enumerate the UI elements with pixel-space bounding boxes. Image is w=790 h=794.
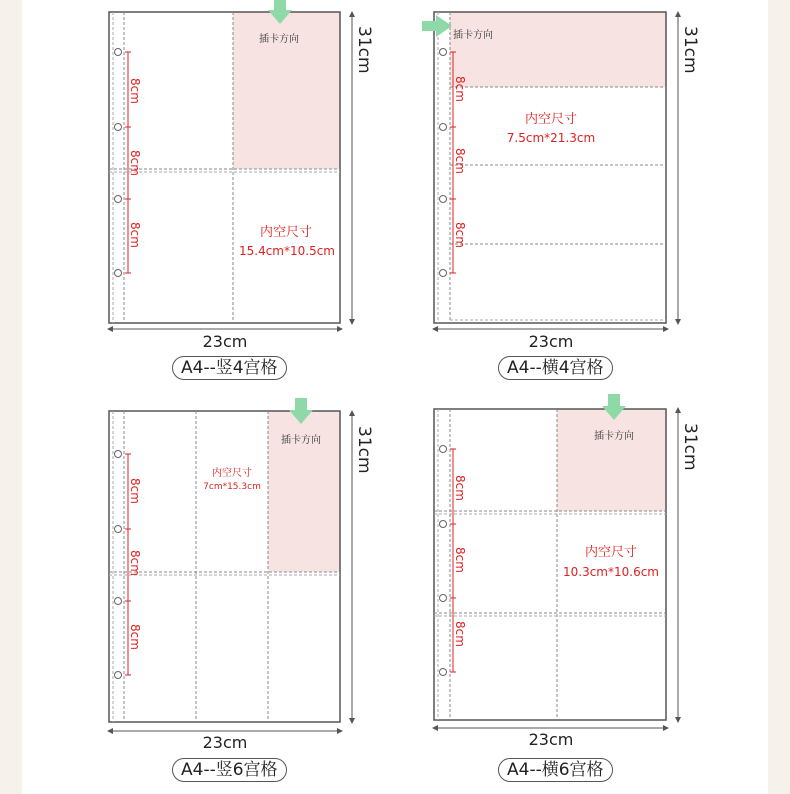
binder-hole [115,598,122,605]
diagram-portrait-4 [109,0,374,351]
binder-hole [440,196,447,203]
binder-hole [440,446,447,453]
height-label: 31cm [680,423,700,471]
binder-hole [440,669,447,676]
inner-size-title: 内空尺寸 [259,225,313,240]
caption-landscape-4: A4--横4宫格 [498,356,613,380]
caption-portrait-6: A4--竖6宫格 [172,758,287,782]
segment-label: 8cm [453,76,467,102]
segment-label: 8cm [128,550,142,576]
segment-label: 8cm [453,547,467,573]
insert-direction-label: 插卡方向 [259,34,299,45]
binder-hole [440,49,447,56]
inner-size-value: 10.3cm*10.6cm [562,565,660,579]
insert-direction-label: 插卡方向 [453,30,493,41]
segment-label: 8cm [453,621,467,647]
segment-label: 8cm [453,222,467,248]
segment-label: 8cm [128,478,142,504]
segment-label: 8cm [453,475,467,501]
insert-arrow-icon [422,15,452,37]
binder-hole [115,451,122,458]
inner-size-title: 内空尺寸 [212,468,252,479]
inner-size-value: 15.4cm*10.5cm [238,244,336,258]
segment-label: 8cm [128,624,142,650]
diagram-landscape-6 [434,394,700,749]
segment-label: 8cm [128,222,142,248]
insert-direction-label: 插卡方向 [281,435,321,446]
inner-size-title: 内空尺寸 [584,545,638,560]
inner-size-value: 7cm*15.3cm [203,482,261,492]
binder-hole [440,595,447,602]
inner-size-value: 7.5cm*21.3cm [506,131,596,145]
binder-hole [115,196,122,203]
binder-hole [115,672,122,679]
caption-portrait-4: A4--竖4宫格 [172,356,287,380]
width-label: 23cm [528,730,574,749]
inner-size-title: 内空尺寸 [524,112,578,127]
height-label: 31cm [354,426,374,474]
segment-label: 8cm [128,150,142,176]
binder-hole [440,521,447,528]
binder-hole [115,270,122,277]
insert-direction-label: 插卡方向 [594,431,634,442]
diagram-portrait-6 [109,398,374,752]
highlight-slot [450,12,666,87]
binder-hole [440,124,447,131]
binder-hole [115,526,122,533]
diagram-landscape-4 [422,12,700,351]
segment-label: 8cm [128,78,142,104]
width-label: 23cm [202,733,248,752]
segment-label: 8cm [453,148,467,174]
width-label: 23cm [202,332,248,351]
highlight-slot [557,409,666,511]
binder-hole [115,49,122,56]
height-label: 31cm [354,26,374,74]
caption-landscape-6: A4--横6宫格 [498,758,613,782]
binder-hole [115,124,122,131]
binder-hole [440,270,447,277]
height-label: 31cm [680,26,700,74]
width-label: 23cm [528,332,574,351]
